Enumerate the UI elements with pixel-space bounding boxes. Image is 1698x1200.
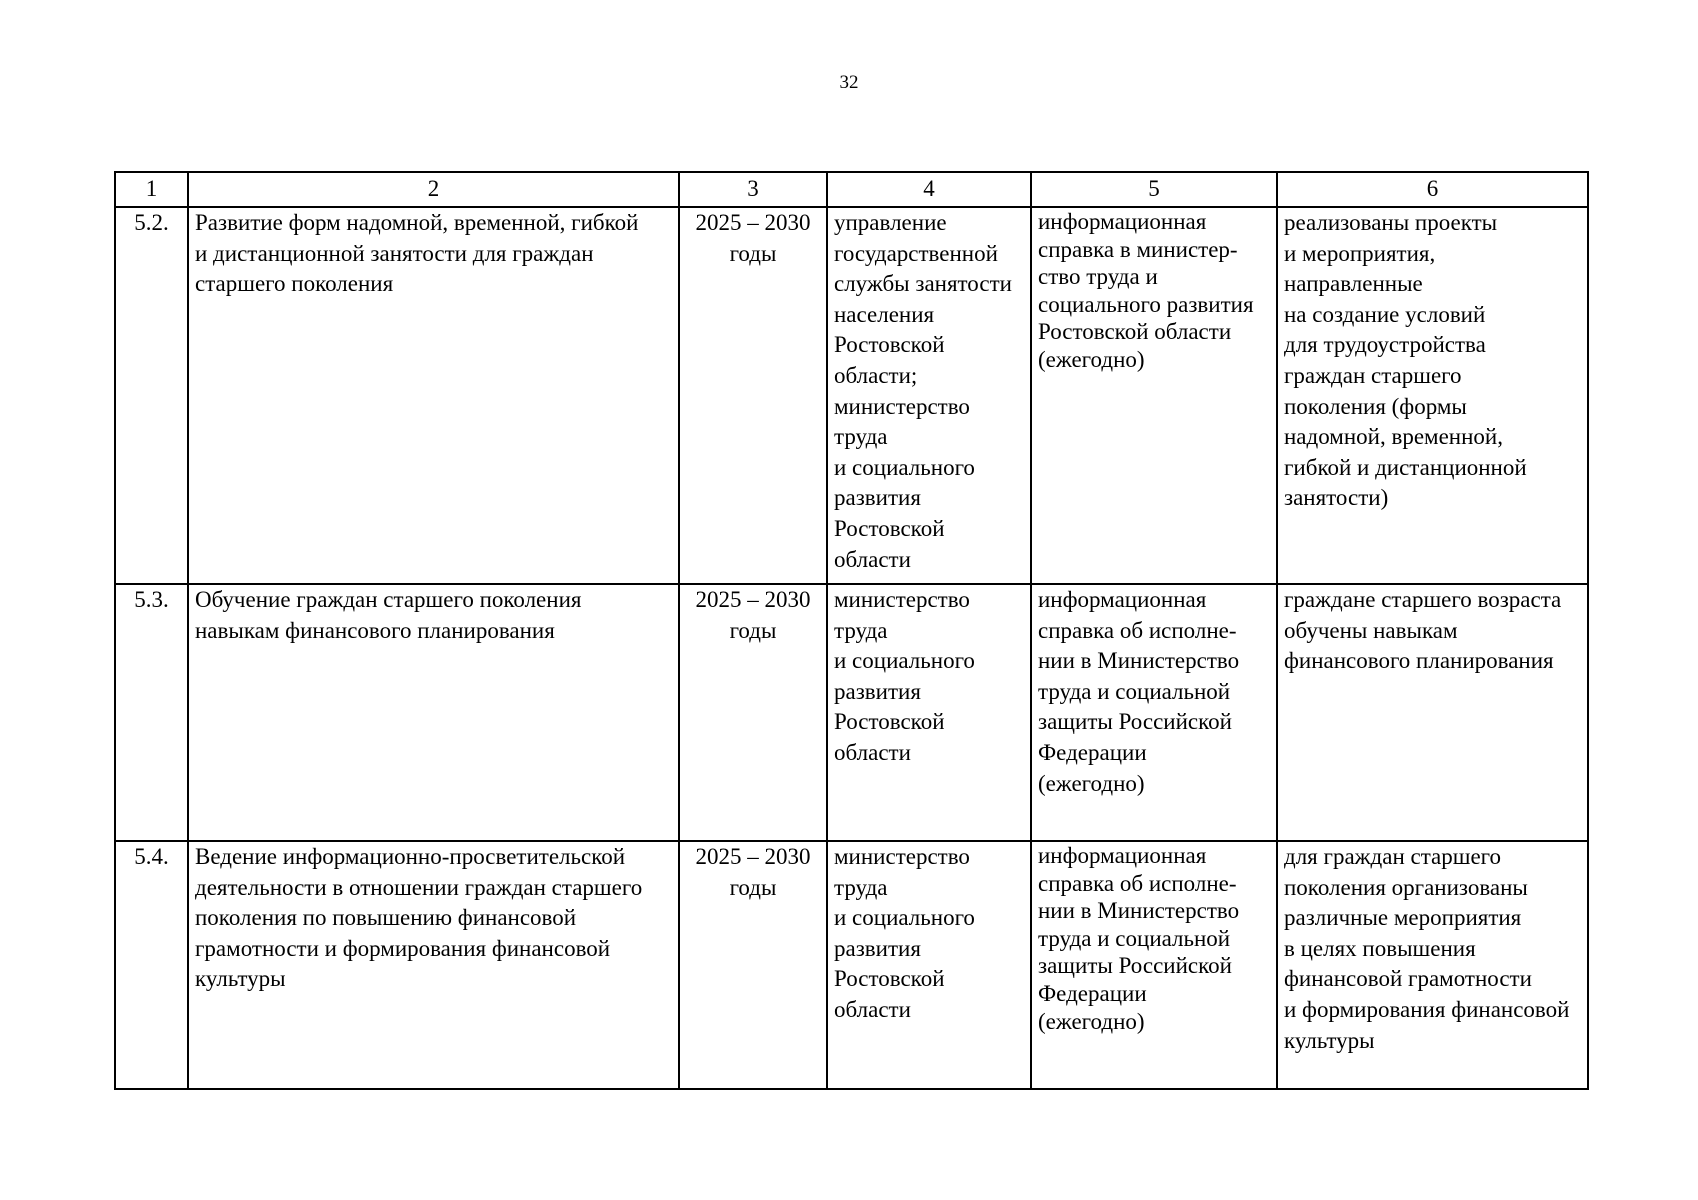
row-number: 5.2. bbox=[115, 207, 188, 584]
table-row bbox=[115, 207, 1588, 584]
period-cell: 2025 – 2030 годы bbox=[679, 584, 827, 841]
row-number: 5.4. bbox=[115, 841, 188, 1089]
column-header: 2 bbox=[188, 172, 679, 207]
result-cell: реализованы проекты и мероприятия, направленные на создание условий для трудоустройства граждан старшего поколения (формы надомной, временной, гибкой и дистанционной занятости) bbox=[1277, 207, 1588, 584]
row-number: 5.3. bbox=[115, 584, 188, 841]
responsible-cell: министерство труда и социального развития Ростовской области bbox=[827, 841, 1031, 1089]
report-cell: информационная справка в министер- ство труда и социального развития Ростовской области (ежегодно) bbox=[1031, 207, 1277, 584]
plan-table bbox=[114, 171, 1589, 1090]
activity-cell: Ведение информационно-просветительской деятельности в отношении граждан старшего поколения по повышению финансовой грамотности и формирования финансовой культуры bbox=[188, 841, 679, 1089]
column-header: 6 bbox=[1277, 172, 1588, 207]
period-cell: 2025 – 2030 годы bbox=[679, 841, 827, 1089]
column-header: 1 bbox=[115, 172, 188, 207]
table-row bbox=[115, 584, 1588, 841]
responsible-cell: управление государственной службы занятости населения Ростовской области; министерство труда и социального развития Ростовской области bbox=[827, 207, 1031, 584]
report-cell: информационная справка об исполне- нии в Министерство труда и социальной защиты Российской Федерации (ежегодно) bbox=[1031, 841, 1277, 1089]
table-header-row bbox=[115, 172, 1588, 207]
period-cell: 2025 – 2030 годы bbox=[679, 207, 827, 584]
result-cell: для граждан старшего поколения организованы различные мероприятия в целях повышения финансовой грамотности и формирования финансовой культуры bbox=[1277, 841, 1588, 1089]
page-number: 32 bbox=[839, 72, 859, 93]
column-header: 5 bbox=[1031, 172, 1277, 207]
activity-cell: Развитие форм надомной, временной, гибкой и дистанционной занятости для граждан старшего поколения bbox=[188, 207, 679, 584]
report-cell: информационная справка об исполне- нии в Министерство труда и социальной защиты Российской Федерации (ежегодно) bbox=[1031, 584, 1277, 841]
responsible-cell: министерство труда и социального развития Ростовской области bbox=[827, 584, 1031, 841]
result-cell: граждане старшего возраста обучены навыкам финансового планирования bbox=[1277, 584, 1588, 841]
column-header: 3 bbox=[679, 172, 827, 207]
table-row bbox=[115, 841, 1588, 1089]
activity-cell: Обучение граждан старшего поколения навыкам финансового планирования bbox=[188, 584, 679, 841]
column-header: 4 bbox=[827, 172, 1031, 207]
